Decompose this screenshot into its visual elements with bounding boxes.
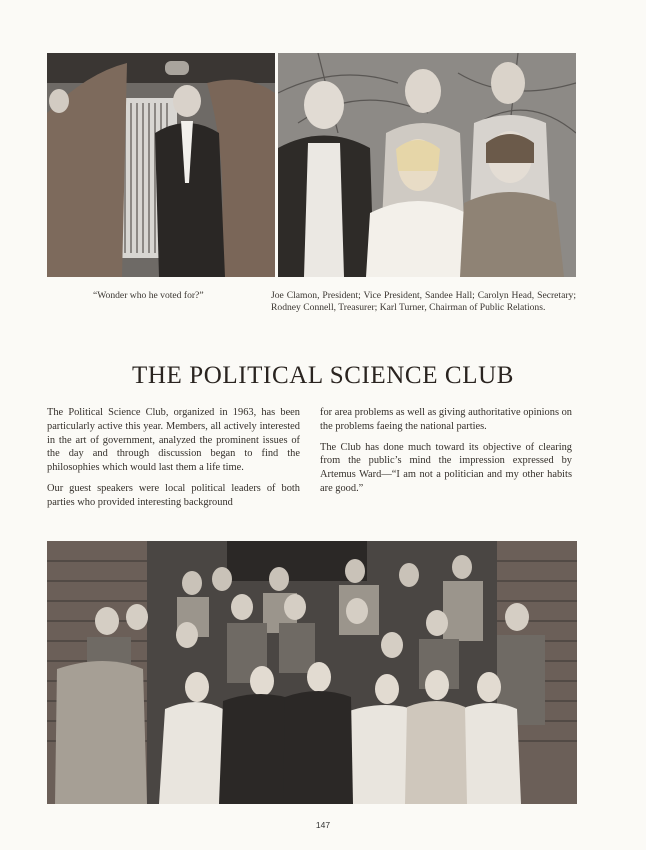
body-paragraph: The Political Science Club, organized in 1963, has been particularly active this year. Members, all actively interested in the art of government, analyzed the prominent issues of the day and through discussion began to find the philosophies which would last them a life time. <box>47 407 300 474</box>
officers-photo-caption: Joe Clamon, President; Vice President, Sandee Hall; Carolyn Head, Secretary; Rodney Connell, Treasurer; Karl Turner, Chairman of Public Relations. <box>271 290 576 313</box>
officers-photo <box>278 53 576 277</box>
club-group-photo <box>47 541 577 804</box>
body-paragraph: Our guest speakers were local political leaders of both parties who provided interesting background <box>47 482 300 508</box>
voting-booth-photo <box>47 53 275 277</box>
body-paragraph: The Club has done much toward its objective of clearing from the public’s mind the impression expressed by Artemus Ward—“I am not a politician and my other habits are good.” <box>320 441 572 494</box>
body-paragraph: for area problems as well as giving authoritative opinions on the problems faeing the national parties. <box>320 407 572 432</box>
voting-photo-caption: “Wonder who he voted for?” <box>93 290 204 301</box>
body-column-right <box>320 406 572 503</box>
page-title: THE POLITICAL SCIENCE CLUB <box>131 362 515 389</box>
body-column-left <box>47 406 300 517</box>
page-number: 147 <box>315 820 331 830</box>
